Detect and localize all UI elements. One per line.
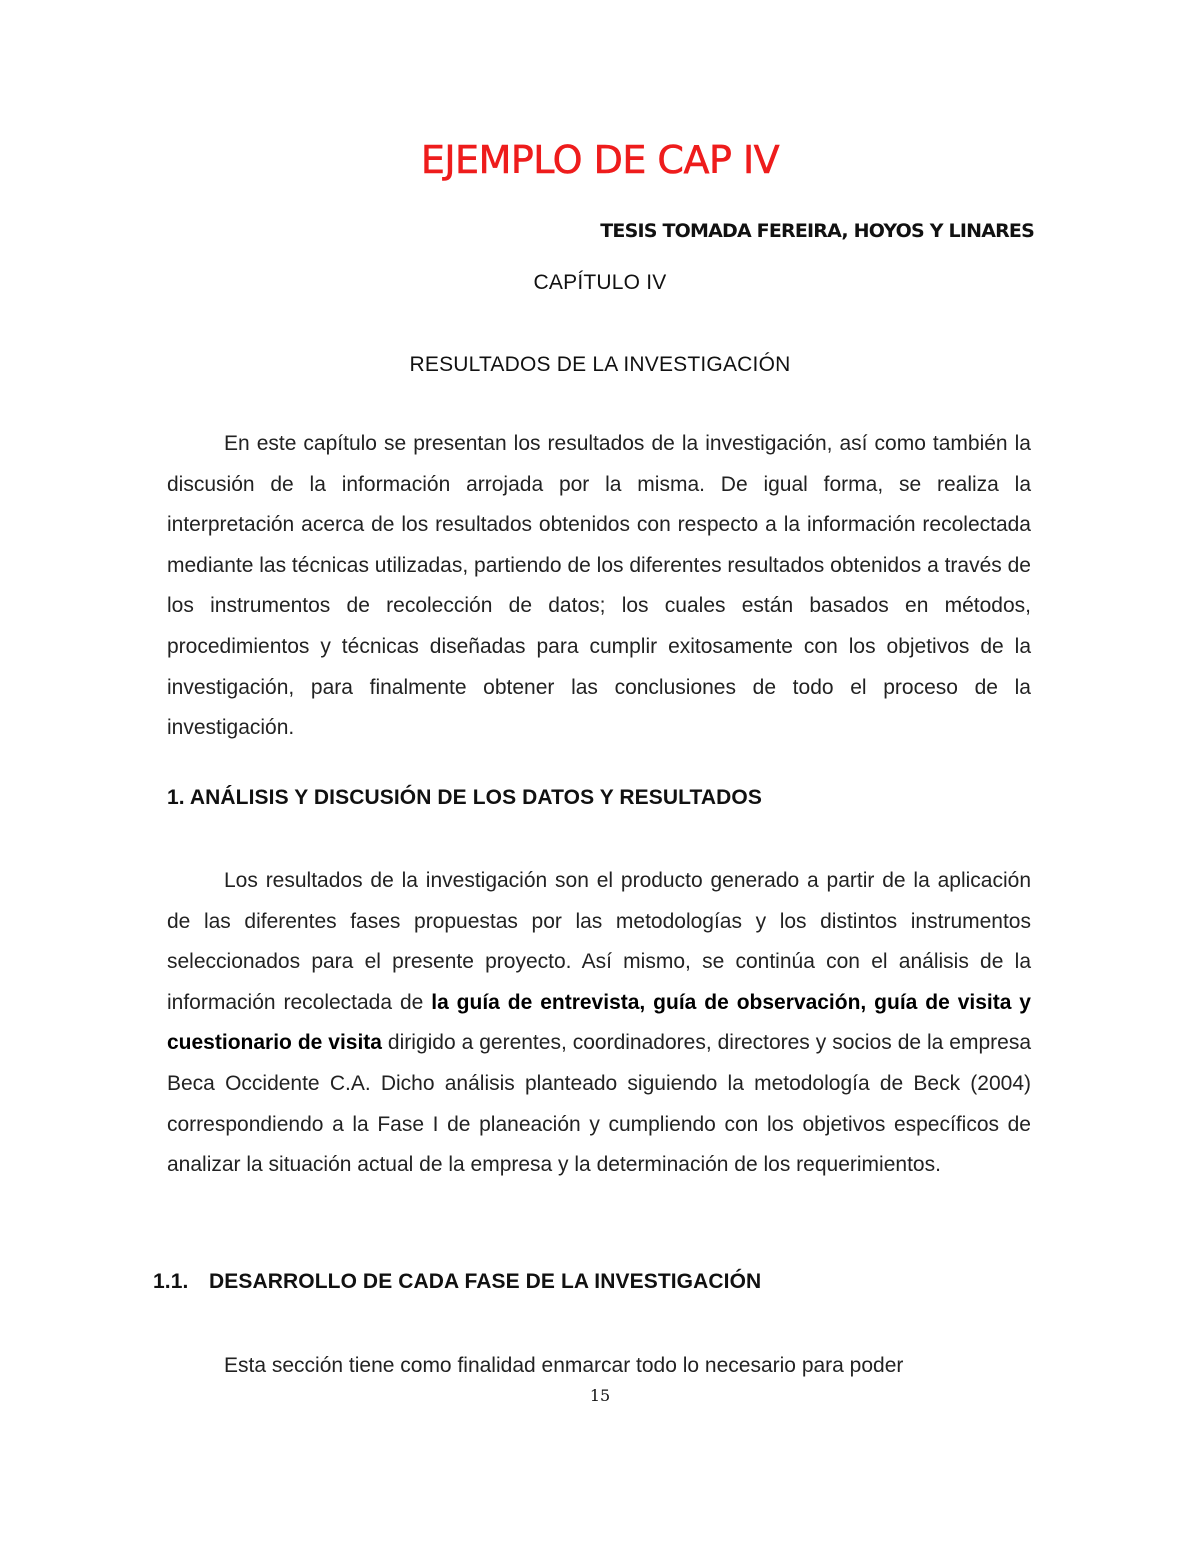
- thesis-source: TESIS TOMADA FEREIRA, HOYOS Y LINARES: [600, 220, 1034, 242]
- section-1-text-part-2: dirigido a gerentes, coordinadores, directores y socios de la empresa Beca Occidente C.A. Dicho análisis planteado siguiendo la metodología de Beck (2004) correspondiendo a la Fase I de planeación y cumpliendo con los objetivos específicos de analizar la situación actual de la empresa y la determinación de los requerimientos.: [167, 1031, 1031, 1177]
- section-1-1-title: DESARROLLO DE CADA FASE DE LA INVESTIGACIÓN: [209, 1270, 762, 1293]
- section-1-1-number: 1.1.: [153, 1270, 189, 1293]
- document-title: EJEMPLO DE CAP IV: [420, 138, 780, 182]
- section-1-paragraph: [167, 861, 1031, 1186]
- intro-paragraph: En este capítulo se presentan los resultados de la investigación, así como también la discusión de la información arrojada por la misma. De igual forma, se realiza la interpretación acerca de los resultados obtenidos con respecto a la información recolectada mediante las técnicas utilizadas, partiendo de los diferentes resultados obtenidos a través de los instrumentos de recolección de datos; los cuales están basados en métodos, procedimientos y técnicas diseñadas para cumplir exitosamente con los objetivos de la investigación, para finalmente obtener las conclusiones de todo el proceso de la investigación.: [167, 432, 1031, 740]
- chapter-title: RESULTADOS DE LA INVESTIGACIÓN: [409, 353, 791, 376]
- chapter-label: CAPÍTULO IV: [533, 271, 667, 294]
- section-1-heading: 1. ANÁLISIS Y DISCUSIÓN DE LOS DATOS Y RESULTADOS: [167, 786, 762, 809]
- section-1-bold-text: la guía de entrevista, guía de observación, guía de visita y cuestionario de visita: [167, 990, 1031, 1055]
- section-1-1-paragraph: Esta sección tiene como finalidad enmarcar todo lo necesario para poder: [224, 1354, 904, 1377]
- section-1-1-heading: [153, 1270, 761, 1294]
- page-number: 15: [589, 1386, 611, 1405]
- section-1-text-part-1: Los resultados de la investigación son el producto generado a partir de la aplicación de las diferentes fases propuestas por las metodologías y los distintos instrumentos seleccionados para el presente proyecto. Así mismo, se continúa con el análisis de la información recolectada de: [167, 869, 1031, 1014]
